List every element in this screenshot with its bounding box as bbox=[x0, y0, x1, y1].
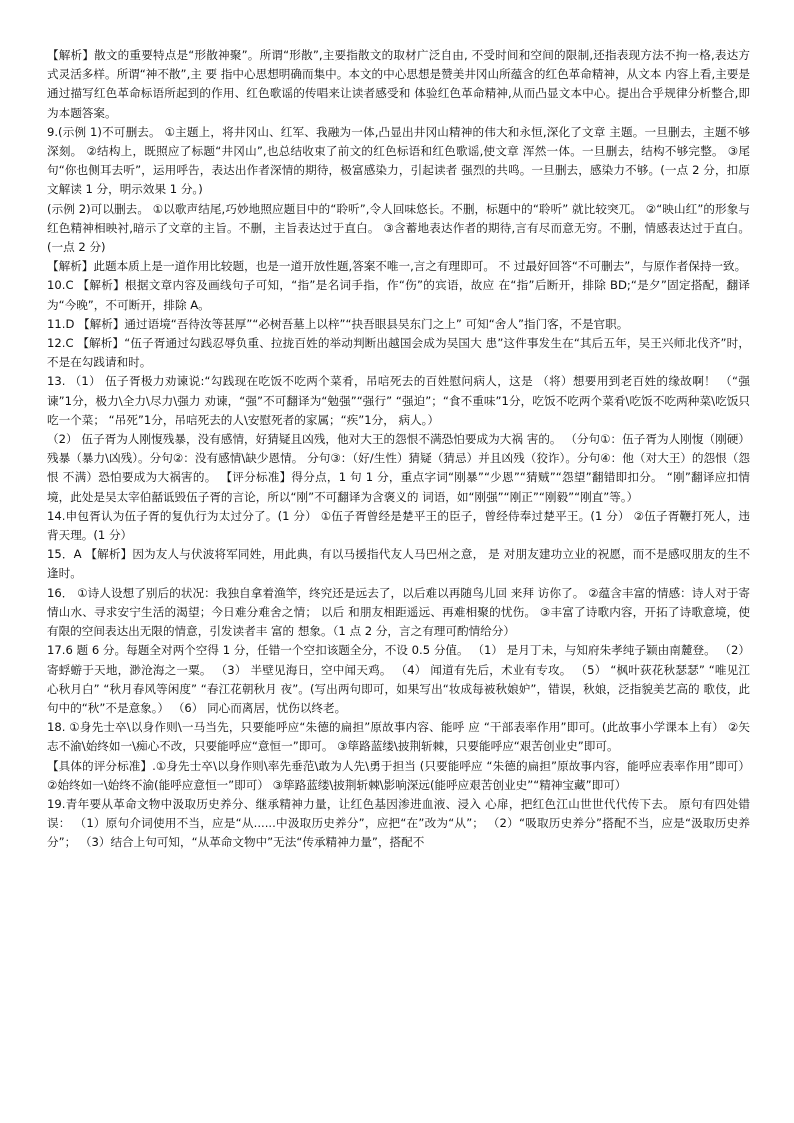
scoring-criteria-18: 【具体的评分标准】.①身先士卒\以身作则\率先垂范\敢为人先\勇于担当 (只要能呼应 “朱德的扁担”原故事内容，能呼应表率作用”即可） ②始终如一\始终不渝(能呼应意恒一”即可） ③筚路蓝缕\披荆斩棘\影响深远(能呼应艰苦创业史”“精神宝藏”即可） bbox=[47, 758, 750, 792]
answer-18: 18. ①身先士卒\以身作则\一马当先，只要能呼应“朱德的扁担”原故事内容、能呼 应 “干部表率作用”即可。(此故事小学课本上有） ②矢志不渝\始终如一\痴心不改，只要能呼应“意恒一”即可。 ③筚路蓝缕\披荆斩棘，只要能呼应“艰苦创业史”即可。 bbox=[47, 720, 750, 754]
answer-11: 11.D 【解析】通过语境“吾待汝等甚厚”“必树吾墓上以梓”“抉吾眼县吴东门之上” 可知“舍人”指门客，不是官职。 bbox=[47, 316, 629, 331]
analysis-paragraph-9: 【解析】此题本质上是一道作用比较题，也是一道开放性题,答案不唯一,言之有理即可。 不 过最好回答“不可删去”，与原作者保持一致。 bbox=[47, 259, 747, 274]
answer-12: 12.C 【解析】“伍子胥通过勾践忍辱负重、拉拢百姓的举动判断出越国会成为吴国大 患”这件事发生在“其后五年，吴王兴师北伐齐”时，不是在勾践请和时。 bbox=[47, 336, 750, 370]
answer-19: 19.青年要从革命文物中汲取历史养分、继承精神力量，让红色基因渗进血液、浸入 心扉，把红色江山世世代代传下去。 原句有四处错误： （1）原句介词使用不当，应是“从......中汲取历史养分”，应把“在”改为“从”； （2）“吸取历史养分”搭配不当，应是“汲取历史养分”； （3）结合上句可知，“从革命文物中”无法“传承精神力量”，搭配不 bbox=[47, 796, 750, 850]
answer-10: 10.C 【解析】根据文章内容及画线句子可知，“指”是名词手指，作“伤”的宾语，故应 在“指”后断开，排除 BD;“是夕”固定搭配，翻译为“今晚”，不可断开，排除 A。 bbox=[47, 278, 750, 312]
answer-key-page bbox=[47, 46, 750, 853]
answer-13-part-1: 13. （1） 伍子胥极力劝谏说:“勾践现在吃饭不吃两个菜肴，吊唁死去的百姓慰问病人，这是 （将）想要用到老百姓的缘故啊！ （“强谏”1分，极力\全力\尽力\强力 劝谏，“强”不可翻译为“勉强”“强行” “强迫”；“食不重味”1分，吃饭不吃两个菜肴\吃饭不吃两种菜\吃饭只吃一个菜； “吊死”1分，吊唁死去的人\安慰死者的家属；“疾”1分， 病人。） bbox=[47, 374, 750, 427]
answer-14: 14.申包胥认为伍子胥的复仇行为太过分了。(1 分） ①伍子胥曾经是楚平王的臣子，曾经侍奉过楚平王。(1 分） ②伍子胥鞭打死人，违背天理。(1 分） bbox=[47, 508, 750, 543]
answer-9-example-1: 9.(示例 1)不可删去。 ①主题上，将井冈山、红军、我融为一体,凸显出井冈山精神的伟大和永恒,深化了文章 主题。一旦删去，主题不够深刻。 ②结构上，既照应了标题“井冈山”,也总结收束了前文的红色标语和红色歌谣,使文章 浑然一体。一旦删去，结构不够完整。 ③尾句“你也侧耳去听”，运用呼告，表达出作者深情的期待，极富感染力，引起读者 强烈的共鸣。一旦删去，感染力不够。(一点 2 分，扣原文解读 1 分，明示效果 1 分。) bbox=[47, 124, 750, 197]
answer-17: 17.6 题 6 分。每题全对两个空得 1 分，任错一个空扣该题全分，不设 0.5 分值。 （1） 是月丁未，与知府朱孝纯子颖由南麓登。 （2） 寄蜉蝣于天地，渺沧海之一粟。 （3） 半壁见海日，空中闻天鸡。 （4） 闻道有先后，术业有专攻。 （5） “枫叶荻花秋瑟瑟” “唯见江心秋月白” “秋月春风等闲度” “春江花朝秋月 夜”。(写出两句即可，如果写出“妆成每被秋娘妒”，错误，秋娘，泛指貌美艺高的 歌伎，此句中的“秋”不是意象。） （6） 同心而离居，忧伤以终老。 bbox=[47, 643, 750, 715]
answer-16: 16． ①诗人设想了别后的状况：我独自拿着渔竿，终究还是远去了，以后难以再随鸟儿回 来拜 访你了。 ②蕴含丰富的情感：诗人对于寄情山水、寻求安宁生活的渴望；今日难分难舍之情； 以后 和朋友相距遥远、再难相聚的忧伤。 ③丰富了诗歌内容，开拓了诗歌意境，使有限的空间表达出无限的情意，引发读者丰 富的 想象。（1 点 2 分，言之有理可酌情给分） bbox=[47, 585, 750, 639]
answer-13-part-2: （2） 伍子胥为人刚愎残暴，没有感情，好猜疑且凶残，他对大王的怨恨不满恐怕要成为大祸 害的。 （分句①：伍子胥为人刚愎（刚硬）残暴（暴力\凶残）。分句②：没有感情\缺少恩情。 分句③：（好/生性）猜疑（猜忌）并且凶残（狡诈）。分句④：他（对大王）的怨恨（怨恨 不满）恐怕要成为大祸害的。 【评分标准】得分点，1 句 1 分，重点字词“刚暴”“少恩”“猜贼”“怨望”翻错即扣分。 “刚”翻译应扣情境，此处是吴太宰伯嚭诋毁伍子胥的言论，所以“刚”不可翻译为含褒义的 词语，如“刚强”“刚正”“刚毅”“刚直”等。） bbox=[47, 432, 750, 504]
analysis-paragraph-prose: 【解析】散文的重要特点是“形散神聚”。所谓“形散”,主要指散文的取材广泛自由, 不受时间和空间的限制,还指表现方法不拘一格,表达方式灵活多样。所谓“神不散”,主 要 指中心思想明确而集中。本文的中心思想是赞美井冈山所蕴含的红色革命精神，从文本 内容上看,主要是通过描写红色革命标语所起到的作用、红色歌谣的传唱来让读者感受和 体验红色革命精神,从而凸显文本中心。提出合乎规律分析整合,即为本题答案。 bbox=[47, 48, 750, 120]
answer-15: 15．A 【解析】因为友人与伏波将军同姓，用此典，有以马援指代友人马巴州之意， 是 对朋友建功立业的祝愿，而不是感叹朋友的生不逢时。 bbox=[47, 547, 750, 581]
answer-9-example-2: (示例 2)可以删去。 ①以歌声结尾,巧妙地照应题目中的“聆听”,令人回味悠长。不删，标题中的“聆听” 就比较突兀。 ②“映山红”的形象与红色精神相映衬,暗示了文章的主旨。不删，主旨表达过于直白。 ③含蓄地表达作者的期待,言有尽而意无穷。不删，情感表达过于直白。(一点 2 分) bbox=[47, 201, 750, 255]
